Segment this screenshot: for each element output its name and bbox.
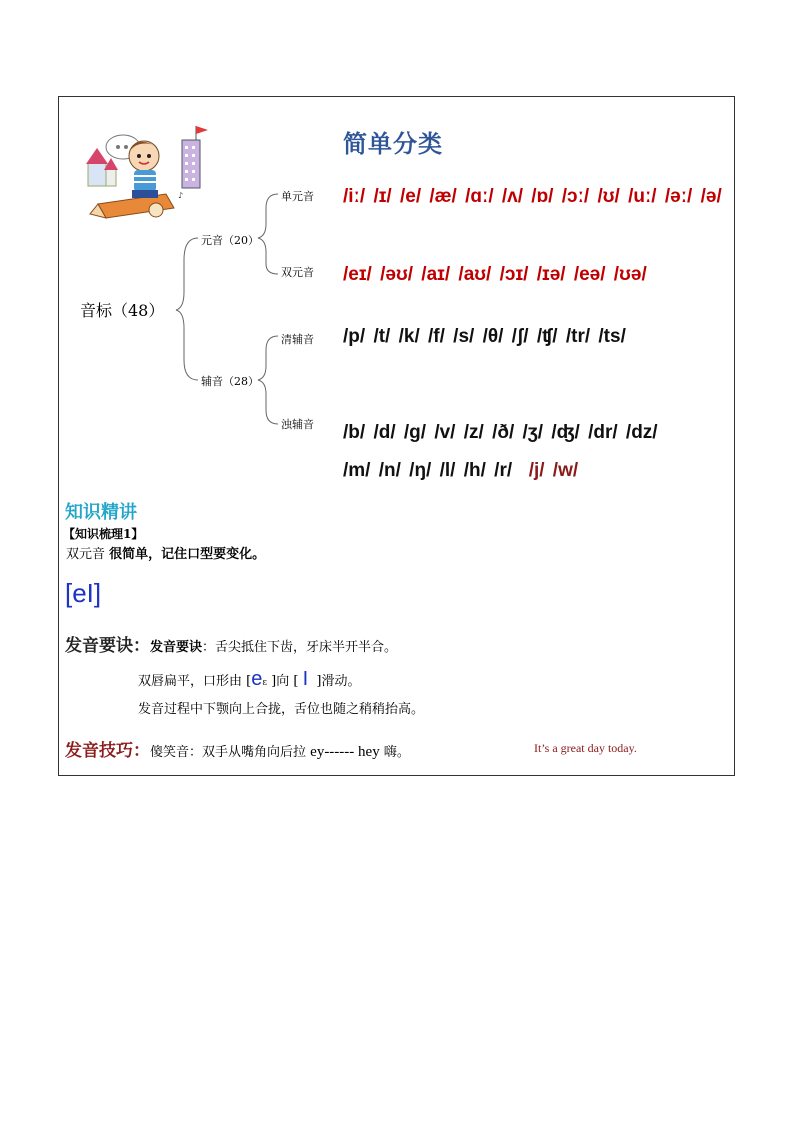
monophthong-symbols: /iː/ /ɪ/ /e/ /æ/ /ɑː/ /ʌ/ /ɒ/ /ɔː/ /ʊ/ /uː/ /əː/ /ə/ [343,186,722,207]
section-title: 知识精讲 [65,502,137,523]
tip-end: 嗨。 [383,745,410,760]
tip-heading: 发音技巧： [65,741,150,761]
voiceless-label: 清辅音 [281,333,314,346]
tip-line [65,736,410,761]
tip-text: 傻笑音：双手从嘴角向后拉 [150,745,307,760]
voiced-symbols-black: /m/ /n/ /ŋ/ /l/ /h/ /r/ [343,460,513,481]
glyph-i: I [302,668,309,690]
voiced-symbols-red: /j/ /w/ [528,460,579,481]
voiced-symbols-line1: /b/ /d/ /g/ /v/ /z/ /ð/ /ʒ/ /ʤ/ /dr/ /dz/ [343,422,658,443]
section-description [66,543,265,562]
glyph-e-sup: ε [262,678,268,688]
diphthong-symbols: /eɪ/ /əʊ/ /aɪ/ /aʊ/ /ɔɪ/ /ɪə/ /eə/ /ʊə/ [343,264,647,285]
desc-bold: 很简单，记住口型要变化。 [109,547,266,562]
consonants-label: 辅音（28） [201,375,259,388]
page-title: 简单分类 [343,130,443,158]
voiced-symbols-line2 [343,460,578,482]
rule-heading: 发音要诀： [65,636,150,656]
desc-prefix: 双元音 [66,547,106,562]
svg-text:♪: ♪ [178,191,184,200]
jaw-line: 发音过程中下颚向上合拢，舌位也随之稍稍抬高。 [138,702,425,717]
vowels-label: 元音（20） [201,234,259,247]
ipa-symbol: [eI] [65,578,102,608]
classification-tree-lines [170,180,280,430]
voiceless-symbols: /p/ /t/ /k/ /f/ /s/ /θ/ /ʃ/ /ʧ/ /tr/ /ts/ [343,326,626,347]
root-label: 音标（48） [80,301,165,320]
rule-heading-2: 发音要诀 [150,640,203,655]
line1-b: ]向 [ [271,674,299,689]
rule-line [65,631,397,656]
glyph-e: e [251,668,263,690]
rule-text: ：舌尖抵住下齿，牙床半开半合。 [202,640,398,655]
mouth-shape-line [138,668,360,691]
line1-a: 双唇扁平，口形由 [ [138,674,252,689]
example-sentence: It’s a great day today. [534,741,637,755]
line1-c: ]滑动。 [316,674,361,689]
tip-ey: ey------ hey [310,744,380,760]
diphthongs-label: 双元音 [281,266,314,279]
monophthongs-label: 单元音 [281,190,314,203]
voiced-label: 浊辅音 [281,418,314,431]
section-subtitle: 【知识梳理1】 [63,527,144,541]
